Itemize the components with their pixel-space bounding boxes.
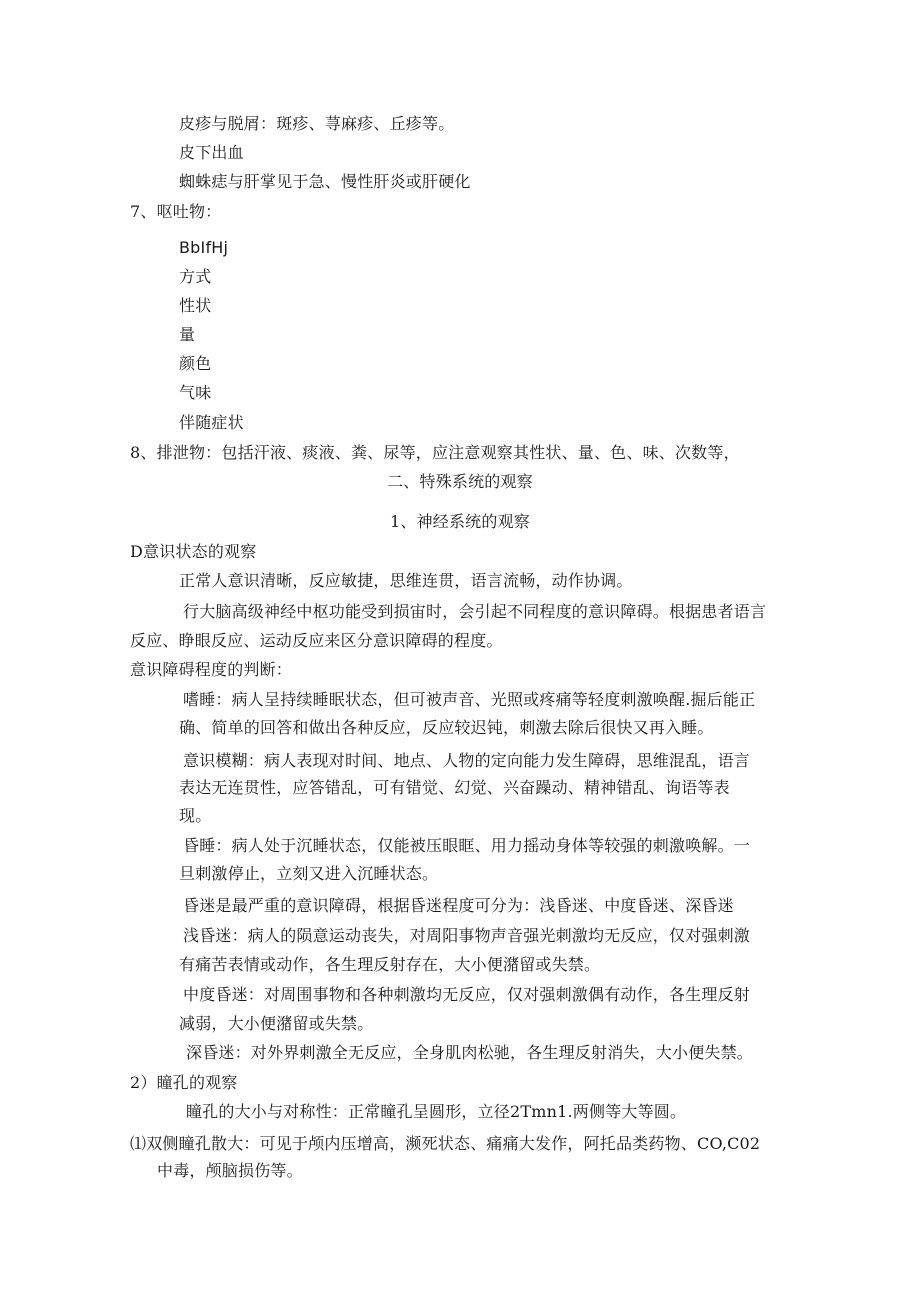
- paragraph-line: ⑴双侧瞳孔散大：可见于颅内压增高，濒死状态、痛痛大发作，阿托品类药物、CO,C02: [130, 1134, 761, 1153]
- paragraph-line: 减弱，大小便潴留或失禁。: [179, 1014, 374, 1033]
- section-heading: 8、排泄物：包括汗液、痰液、粪、尿等，应注意观察其性状、量、色、味、次数等，: [130, 443, 740, 462]
- paragraph-line: 嗜睡：病人呈持续睡眠状态，但可被声音、光照或疼痛等轻度刺激唤醒.掘后能正: [183, 690, 756, 709]
- paragraph-line: 昏迷是最严重的意识障碍，根据昏迷程度可分为：浅昏迷、中度昏迷、深昏迷: [183, 896, 734, 915]
- chapter-title: 二、特殊系统的观察: [387, 472, 533, 491]
- section-heading: D意识状态的观察: [130, 542, 257, 561]
- list-item: 方式: [179, 267, 212, 286]
- paragraph-line: 中度昏迷：对周围事物和各种刺激均无反应，仅对强刺激偶有动作，各生理反射: [183, 985, 751, 1004]
- text-line: 皮下出血: [179, 143, 244, 162]
- paragraph-line: 意识模糊：病人表现对时间、地点、人物的定向能力发生障碍，思维混乱，语言: [183, 751, 751, 770]
- paragraph-line: 浅昏迷：病人的陨意运动丧失，对周阳事物声音强光刺激均无反应，仅对强刺激: [183, 926, 751, 945]
- paragraph-line: 正常人意识清晰，反应敏捷，思维连贯，语言流畅，动作协调。: [179, 571, 633, 590]
- section-heading: 2）瞳孔的观察: [130, 1073, 238, 1092]
- paragraph-line: 表达无连贯性，应答错乱，可有错觉、幻觉、兴奋躁动、精神错乱、询语等表: [179, 778, 730, 797]
- paragraph-line: 行大脑高级神经中枢功能受到损宙时，会引起不同程度的意识障碍。根据患者语言: [183, 602, 767, 621]
- list-item: 量: [179, 325, 196, 344]
- list-item: 颜色: [179, 354, 212, 373]
- text-line: 皮疹与脱屑：斑疹、荨麻疹、丘疹等。: [179, 114, 455, 133]
- paragraph-line: 确、简单的回答和做出各种反应，反应较迟钝，刺激去除后很快又再入睡。: [179, 718, 714, 737]
- paragraph-line: 瞳孔的大小与对称性：正常瞳孔呈圆形，立径2Tmn1.两侧等大等圆。: [186, 1102, 687, 1121]
- subsection-title: 1、神经系统的观察: [390, 512, 530, 531]
- paragraph-line: 旦刺激停止，立刻又进入沉睡状态。: [179, 864, 439, 883]
- list-item: 气味: [179, 383, 212, 402]
- paragraph-line: 现。: [179, 806, 212, 825]
- list-item: 伴随症状: [179, 413, 244, 432]
- section-heading: 意识障碍程度的判断：: [130, 660, 293, 679]
- list-item: 性状: [179, 296, 212, 315]
- paragraph-line: 昏睡：病人处于沉睡状态，仅能被压眼眶、用力摇动身体等较强的刺激唤解。一: [183, 836, 751, 855]
- paragraph-line: 有痛苦表情或动作，各生理反射存在，大小便潴留或失禁。: [179, 955, 601, 974]
- section-heading: 7、呕吐物：: [130, 202, 222, 221]
- text-line: 蜘蛛痣与肝掌见于急、慢性肝炎或肝硬化: [179, 172, 471, 191]
- paragraph-line: 中毒，颅脑损伤等。: [157, 1161, 303, 1180]
- paragraph-line: 深昏迷：对外界刺激全无反应，全身肌肉松驰，各生理反射消失，大小便失禁。: [186, 1043, 754, 1062]
- text-line: BbIfHj: [179, 238, 229, 257]
- paragraph-line: 反应、睁眼反应、运动反应来区分意识障碍的程度。: [130, 631, 503, 650]
